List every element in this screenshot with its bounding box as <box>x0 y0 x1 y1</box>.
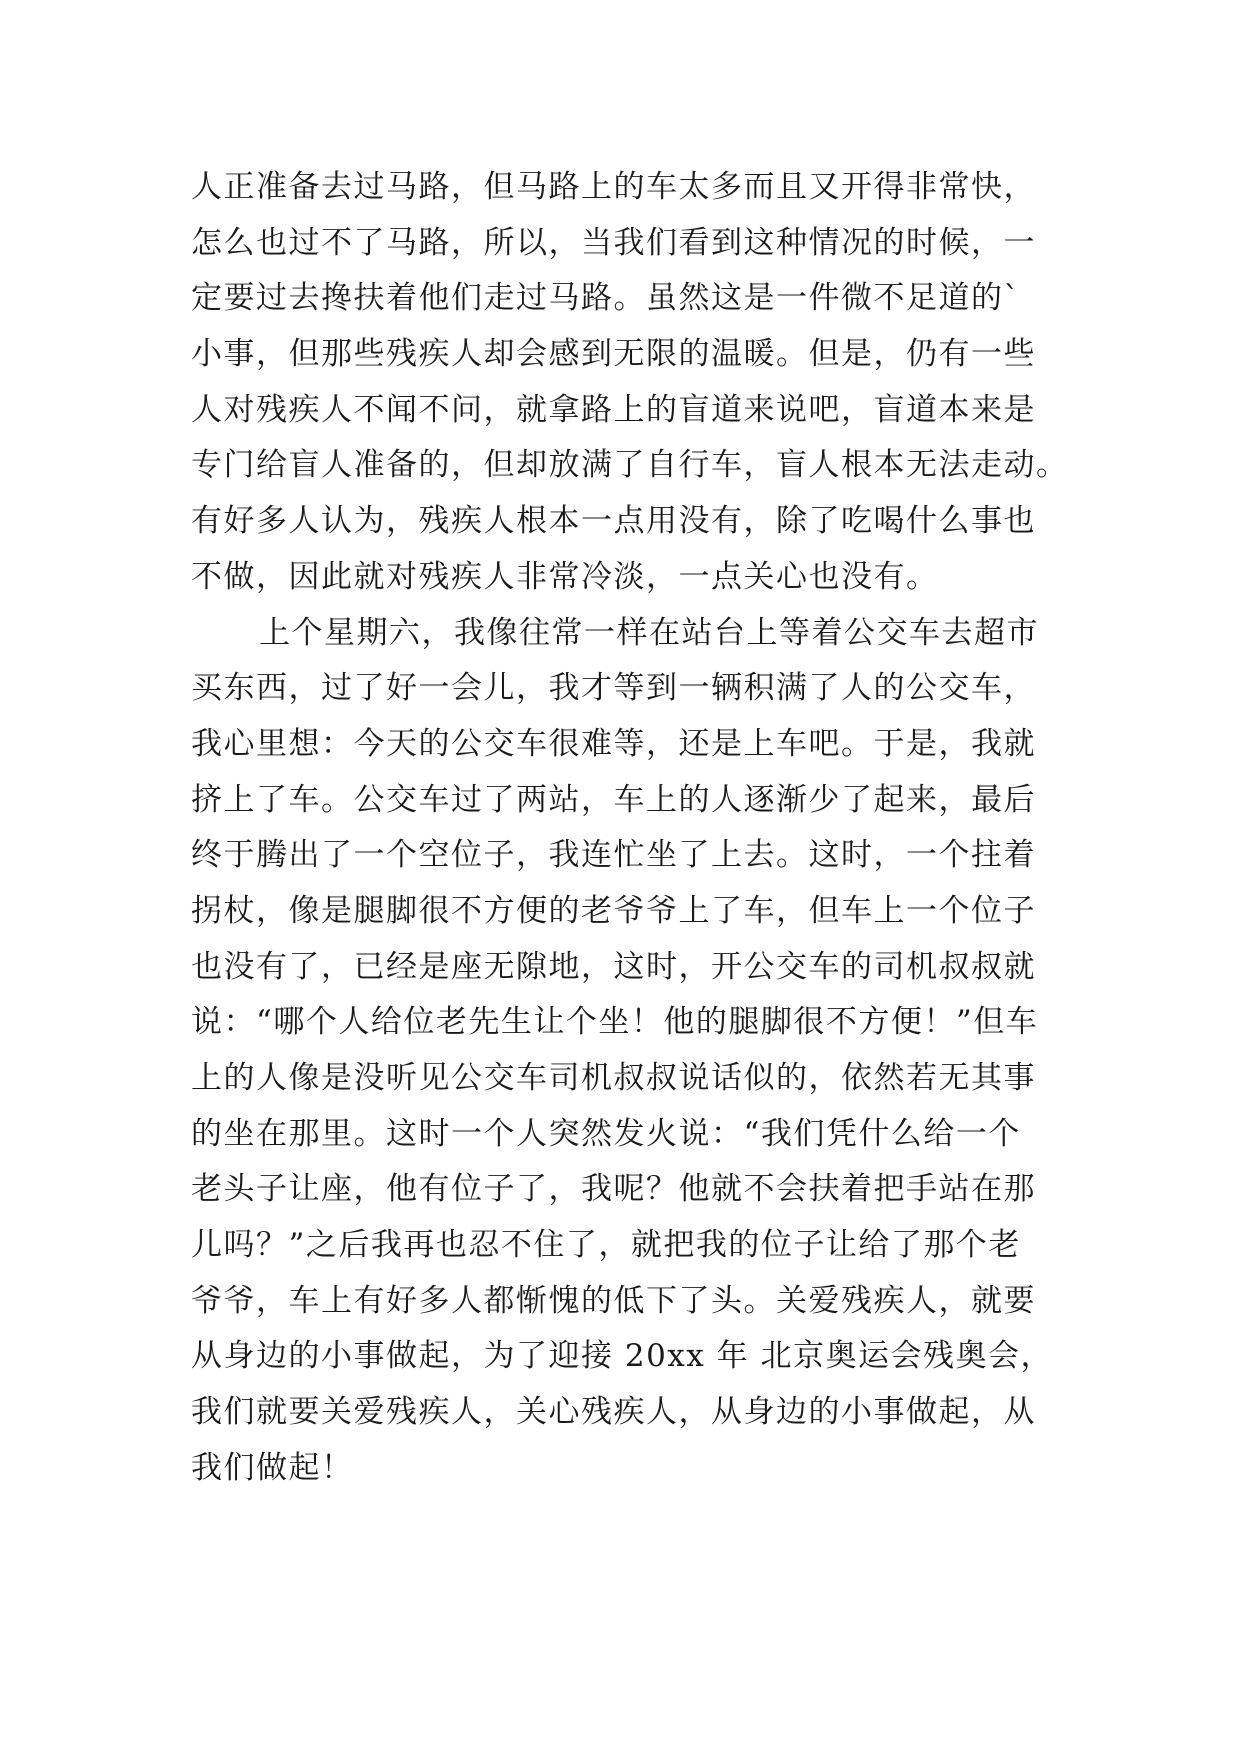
text-line: 小事，但那些残疾人却会感到无限的温暖。但是，仍有一些 <box>191 336 1036 373</box>
text-line: 也没有了，已经是座无隙地，这时，开公交车的司机叔叔就 <box>191 948 1036 985</box>
text-line: 老头子让座，他有位子了，我呢？他就不会扶着把手站在那 <box>191 1171 1036 1208</box>
text-line: 上的人像是没听见公交车司机叔叔说话似的，依然若无其事 <box>191 1060 1036 1096</box>
text-line: 不做，因此就对残疾人非常冷淡，一点关心也没有。 <box>191 558 939 595</box>
text-line: 说：“哪个人给位老先生让个坐！他的腿脚很不方便！”但车 <box>191 1004 1039 1041</box>
text-line: 有好多人认为，残疾人根本一点用没有，除了吃喝什么事也 <box>191 503 1036 540</box>
text-line: 爷爷，车上有好多人都惭愧的低下了头。关爱残疾人，就要 <box>191 1282 1036 1319</box>
text-line: 人对残疾人不闻不问，就拿路上的盲道来说吧，盲道本来是 <box>191 391 1036 428</box>
text-line: 怎么也过不了马路，所以，当我们看到这种情况的时候，一 <box>191 224 1036 261</box>
text-line: 挤上了车。公交车过了两站，车上的人逐渐少了起来，最后 <box>191 781 1036 818</box>
text-line: 买东西，过了好一会儿，我才等到一辆积满了人的公交车， <box>191 670 1036 707</box>
text-line-first-indented: 上个星期六，我像往常一样在站台上等着公交车去超市 <box>259 614 1039 651</box>
text-line: 从身边的小事做起，为了迎接 20xx 年 北京奥运会残奥会， <box>191 1338 1053 1375</box>
text-line: 拐杖，像是腿脚很不方便的老爷爷上了车，但车上一个位子 <box>191 892 1036 929</box>
text-line: 定要过去搀扶着他们走过马路。虽然这是一件微不足道的` <box>191 280 1021 317</box>
document-body <box>191 160 1071 1497</box>
text-line: 人正准备去过马路，但马路上的车太多而且又开得非常快， <box>191 169 1036 205</box>
text-line: 儿吗？”之后我再也忍不住了，就把我的位子让给了那个老 <box>191 1227 1021 1264</box>
text-line: 我心里想：今天的公交车很难等，还是上车吧。于是，我就 <box>191 725 1036 762</box>
text-line: 我们就要关爱残疾人，关心残疾人，从身边的小事做起，从 <box>191 1394 1036 1431</box>
paragraph-2 <box>191 606 1071 1497</box>
text-line: 终于腾出了一个空位子，我连忙坐了上去。这时，一个拄着 <box>191 837 1036 874</box>
paragraph-1 <box>191 160 1071 606</box>
text-line: 的坐在那里。这时一个人突然发火说：“我们凭什么给一个 <box>191 1115 1021 1152</box>
text-line: 专门给盲人准备的，但却放满了自行车，盲人根本无法走动。 <box>191 447 1069 484</box>
text-line: 我们做起！ <box>191 1449 354 1486</box>
